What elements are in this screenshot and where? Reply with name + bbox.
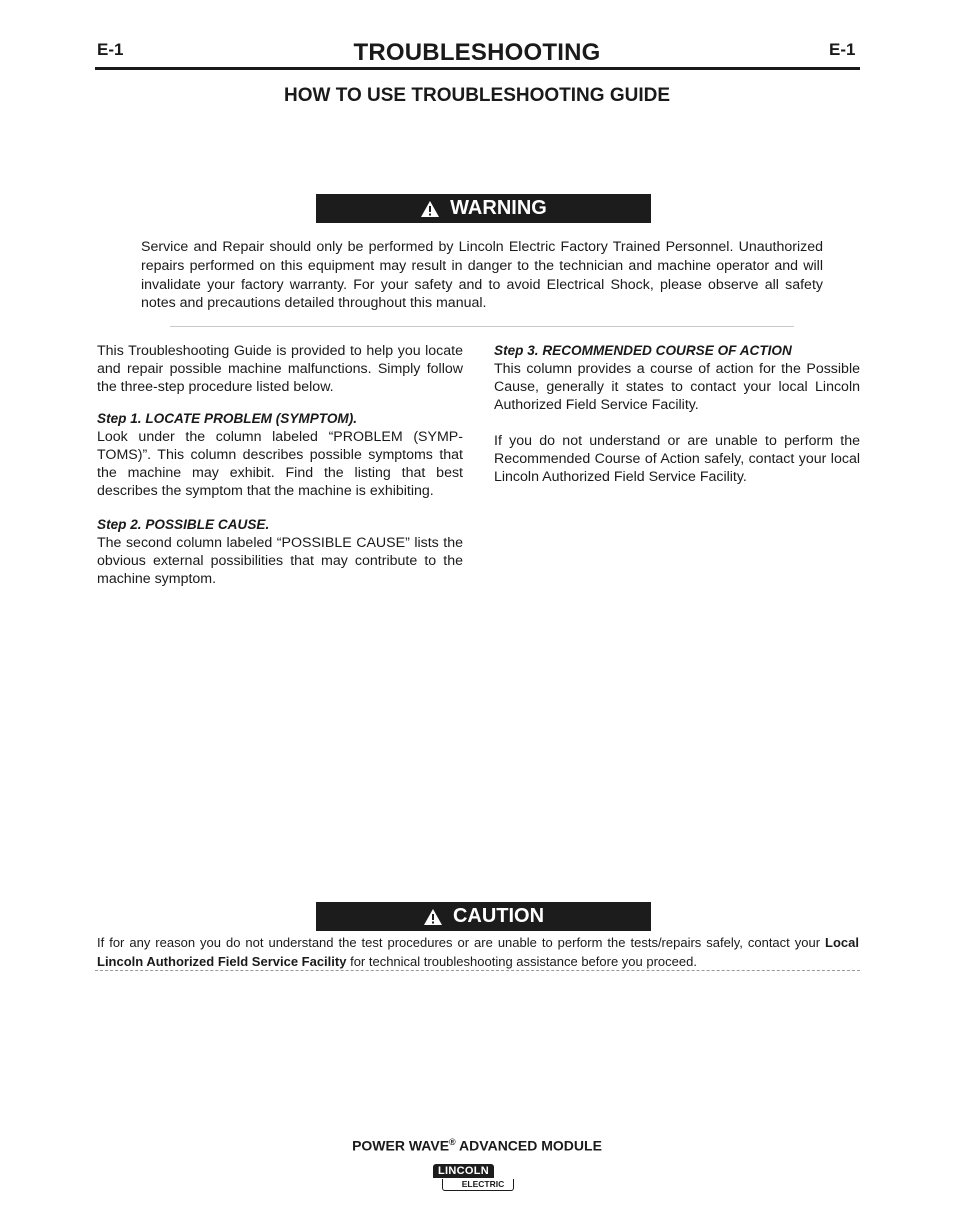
step-3-heading: Step 3. RECOMMENDED COURSE OF ACTION — [494, 343, 792, 358]
footer-product-suffix: ADVANCED MODULE — [455, 1137, 602, 1154]
page-number-left: E-1 — [97, 40, 124, 59]
step-1-text: Look under the column labeled “PROBLEM (SYMP-TOMS)”. This column describes possible symptoms that the machine may exhibit. Find the listing that best describes the symptom that the machine is exhibiting. — [97, 429, 463, 499]
step-1-heading: Step 1. LOCATE PROBLEM (SYMPTOM). — [97, 411, 358, 426]
step-2-heading: Step 2. POSSIBLE CAUSE. — [97, 517, 270, 532]
header-divider — [95, 67, 860, 70]
registered-mark: ® — [449, 1137, 456, 1147]
contact-note: If you do not understand or are unable to perform the Recommended Course of Action safely, contact your local Lincoln Authorized Field Service Facility. — [494, 433, 860, 485]
caution-text-bold: Local Lincoln Authorized Field Service Facility — [97, 935, 859, 969]
intro-paragraph: This Troubleshooting Guide is provided to help you locate and repair possible machine malfunctions. Simply follow the three-step procedure listed below. — [97, 343, 463, 395]
left-column — [97, 342, 463, 604]
caution-label: CAUTION — [452, 905, 545, 927]
step-3 — [494, 342, 860, 414]
warning-text: Service and Repair should only be performed by Lincoln Electric Factory Trained Personnel. Unauthorized repairs performed on this equipment may result in danger to the technician and machine operator and will invalidate your factory warranty. For your safety and to avoid Electrical Shock, please observe all safety notes and precautions detailed throughout this manual. — [141, 239, 823, 312]
step-2-text: The second column labeled “POSSIBLE CAUSE” lists the obvious external possibilities that may contribute to the machine symptom. — [97, 535, 463, 587]
caution-triangle-icon — [423, 908, 443, 926]
footer-product-name — [0, 1137, 954, 1154]
logo-bottom-text: ELECTRIC — [442, 1179, 514, 1191]
caution-banner — [316, 902, 651, 931]
page-title: TROUBLESHOOTING — [353, 39, 601, 66]
footer-product: POWER WAVE — [352, 1137, 450, 1154]
section-title: HOW TO USE TROUBLESHOOTING GUIDE — [284, 85, 670, 106]
logo-top-text: LINCOLN — [433, 1164, 494, 1178]
step-3-text: This column provides a course of action for the Possible Cause, generally it states to contact your local Lincoln Authorized Field Service Facility. — [494, 361, 860, 413]
caution-text-end: for technical troubleshooting assistance before you proceed. — [346, 953, 697, 969]
warning-label: WARNING — [450, 197, 547, 219]
warning-banner — [316, 194, 651, 223]
page-number-right: E-1 — [829, 40, 856, 59]
lincoln-electric-logo — [433, 1161, 514, 1191]
right-column — [494, 342, 860, 500]
step-1 — [97, 410, 463, 500]
step-2 — [97, 516, 463, 588]
caution-text — [97, 934, 859, 971]
warning-divider — [170, 326, 794, 327]
caution-text-start: If for any reason you do not understand the test procedures or are unable to perform the tests/repairs safely, contact your — [97, 935, 826, 950]
caution-divider — [95, 970, 860, 971]
warning-triangle-icon — [420, 200, 440, 218]
